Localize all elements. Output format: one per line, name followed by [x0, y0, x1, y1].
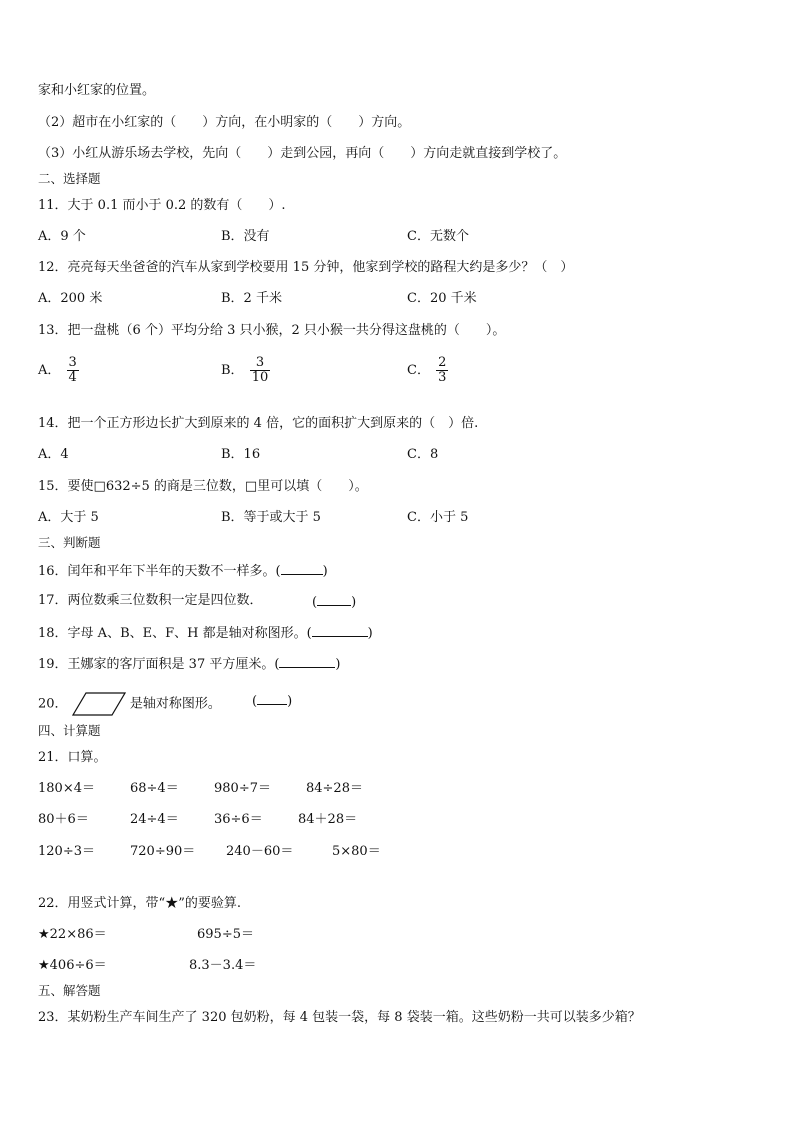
question-14-stem: 14．把一个正方形边长扩大到原来的 4 倍，它的面积扩大到原来的（ ）倍.: [38, 416, 479, 431]
denominator: 4: [68, 370, 77, 385]
mental-calc-item: 24÷4＝: [130, 812, 179, 827]
answer-blank[interactable]: [279, 655, 335, 668]
question-20-number: 20．: [38, 696, 68, 712]
question-22-title: 22．用竖式计算，带“★”的要验算.: [38, 896, 241, 911]
section-title-choice: 二、选择题: [38, 171, 101, 186]
mental-calc-item: 84÷28＝: [306, 781, 363, 796]
mental-calc-item: 180×4＝: [38, 781, 95, 796]
question-20: [38, 692, 221, 716]
question-21-title: 21．口算。: [38, 750, 107, 765]
question-19-text: 19．王娜家的客厅面积是 37 平方厘米。(: [38, 657, 280, 672]
section-title-calc: 四、计算题: [38, 723, 101, 738]
question-13-option-a: [38, 356, 79, 385]
vertical-calc-item: ★406÷6＝: [38, 958, 107, 973]
question-17-text: 17．两位数乘三位数积一定是四位数．: [38, 593, 263, 608]
question-20-text: 是轴对称图形。: [129, 696, 221, 712]
option-label: B．: [221, 363, 244, 378]
mental-calc-item: 5×80＝: [332, 844, 381, 859]
question-13-option-c: [407, 356, 448, 385]
fraction: [67, 356, 79, 385]
paren-close: ): [351, 595, 357, 610]
question-15-option-b: B．等于或大于 5: [221, 510, 321, 525]
question-11-stem: 11．大于 0.1 而小于 0.2 的数有（ ）.: [38, 198, 286, 213]
question-17-answer: [312, 593, 356, 611]
fraction: [250, 356, 271, 385]
question-16-text: 16．闰年和平年下半年的天数不一样多。(: [38, 564, 281, 579]
section-title-solve: 五、解答题: [38, 983, 101, 998]
numerator: 2: [438, 355, 447, 370]
section-title-judge: 三、判断题: [38, 535, 101, 550]
question-13-stem: 13．把一盘桃（6 个）平均分给 3 只小猴，2 只小猴一共分得这盘桃的（ ）。: [38, 323, 506, 338]
parallelogram-figure: [72, 692, 126, 716]
mental-calc-item: 68÷4＝: [130, 781, 179, 796]
paren-open: (: [252, 694, 258, 709]
question-11-option-a: A．9 个: [38, 229, 86, 244]
paren-close: ): [287, 694, 293, 709]
intro-line: 家和小红家的位置。: [38, 83, 156, 98]
denominator: 10: [251, 370, 269, 385]
paren-open: (: [312, 595, 318, 610]
vertical-calc-item: 8.3－3.4＝: [189, 958, 257, 973]
paren-close: ): [367, 626, 373, 641]
question-23-stem: 23．某奶粉生产车间生产了 320 包奶粉，每 4 包装一袋，每 8 袋装一箱。这些奶粉一共可以装多少箱？: [38, 1010, 641, 1025]
question-15-option-a: A．大于 5: [38, 510, 99, 525]
mental-calc-item: 240－60＝: [226, 844, 294, 859]
question-11-option-b: B．没有: [221, 229, 270, 244]
question-16: [38, 562, 328, 580]
question-12-stem: 12．亮亮每天坐爸爸的汽车从家到学校要用 15 分钟，他家到学校的路程大约是多少？（ ）: [38, 260, 574, 275]
mental-calc-item: 120÷3＝: [38, 844, 95, 859]
answer-blank[interactable]: [257, 692, 287, 705]
option-label: A．: [38, 363, 61, 378]
question-19: [38, 655, 341, 673]
answer-blank[interactable]: [312, 624, 368, 637]
option-label: C．: [407, 363, 430, 378]
question-17: [38, 593, 263, 609]
answer-blank[interactable]: [281, 562, 323, 575]
question-15-option-c: C．小于 5: [407, 510, 469, 525]
vertical-calc-item: 695÷5＝: [197, 927, 254, 942]
question-2-sub: （2）超市在小红家的（ ）方向，在小明家的（ ）方向。: [38, 115, 411, 130]
vertical-calc-item: ★22×86＝: [38, 927, 107, 942]
denominator: 3: [438, 370, 447, 385]
question-12-option-b: B．2 千米: [221, 291, 282, 306]
mental-calc-item: 80＋6＝: [38, 812, 89, 827]
paren-close: ): [335, 657, 341, 672]
mental-calc-item: 36÷6＝: [214, 812, 263, 827]
question-14-option-a: A．4: [38, 447, 69, 462]
fraction: [436, 356, 448, 385]
question-18: [38, 624, 373, 642]
question-20-answer: [252, 692, 292, 710]
mental-calc-item: 84＋28＝: [298, 812, 358, 827]
mental-calc-item: 720÷90＝: [130, 844, 196, 859]
question-11-option-c: C．无数个: [407, 229, 469, 244]
numerator: 3: [255, 355, 265, 370]
question-14-option-b: B．16: [221, 447, 261, 462]
question-18-text: 18．字母 A、B、E、F、H 都是轴对称图形。(: [38, 626, 312, 641]
question-15-stem: 15．要使□632÷5 的商是三位数，□里可以填（ ）。: [38, 479, 368, 494]
mental-calc-item: 980÷7＝: [214, 781, 271, 796]
numerator: 3: [68, 355, 77, 370]
answer-blank[interactable]: [317, 593, 351, 606]
question-12-option-c: C．20 千米: [407, 291, 477, 306]
question-3-sub: （3）小红从游乐场去学校，先向（ ）走到公园，再向（ ）方向走就直接到学校了。: [38, 146, 567, 161]
question-14-option-c: C．8: [407, 447, 439, 462]
paren-close: ): [322, 564, 328, 579]
question-12-option-a: A．200 米: [38, 291, 103, 306]
question-13-option-b: [221, 356, 270, 385]
